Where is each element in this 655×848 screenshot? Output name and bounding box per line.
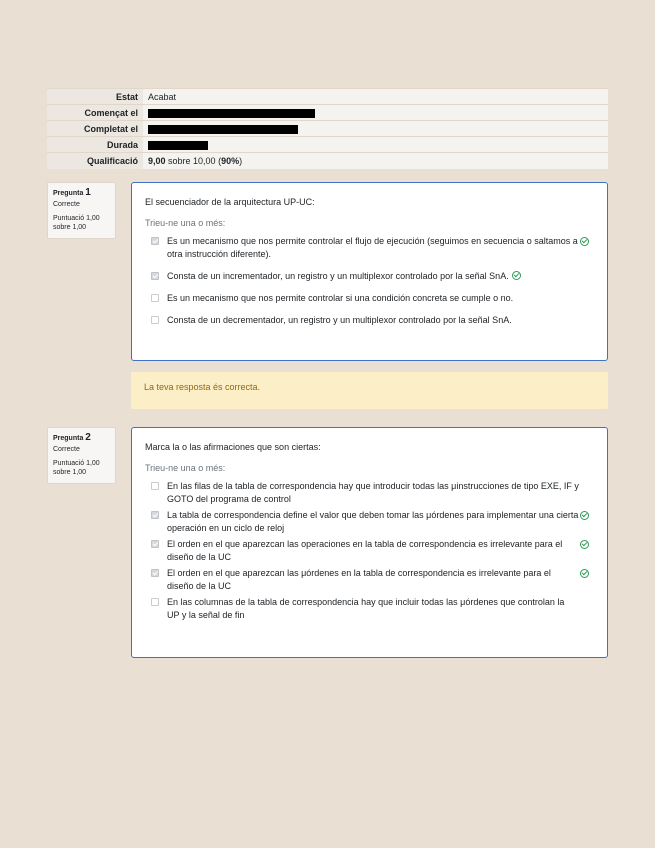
question-info-2 bbox=[47, 427, 116, 484]
answer-option[interactable] bbox=[145, 538, 593, 564]
question-text: Marca la o las afirmaciones que son ciertas: bbox=[145, 442, 321, 452]
redacted-value bbox=[148, 109, 315, 118]
redacted-value bbox=[148, 141, 208, 150]
check-circle-icon bbox=[580, 569, 589, 578]
answer-text: En las filas de la tabla de correspondencia hay que introducir todas las μinstrucciones de tipo EXE, IF y GOTO del programa de control bbox=[167, 481, 579, 504]
attempt-summary-table bbox=[47, 88, 608, 169]
grade-close: ) bbox=[239, 155, 243, 166]
checkbox-icon[interactable] bbox=[151, 482, 159, 490]
checkbox-icon[interactable] bbox=[151, 294, 159, 302]
answer-text: El orden en el que aparezcan las operaciones en la tabla de correspondencia es irrelevante para el diseño de la UC bbox=[167, 539, 563, 562]
check-circle-icon bbox=[580, 511, 589, 520]
summary-value bbox=[143, 121, 608, 137]
summary-row-grade bbox=[47, 153, 608, 169]
checkbox-checked-icon[interactable] bbox=[151, 569, 159, 577]
checkbox-checked-icon[interactable] bbox=[151, 272, 159, 280]
answer-prompt: Trieu-ne una o més: bbox=[145, 463, 226, 473]
summary-row-state bbox=[47, 89, 608, 105]
answer-option[interactable] bbox=[145, 235, 593, 261]
question-state: Correcte bbox=[53, 201, 80, 208]
question-number bbox=[53, 433, 110, 443]
question-prefix: Pregunta bbox=[53, 435, 84, 442]
summary-label: Començat el bbox=[47, 105, 143, 121]
answer-text: El orden en el que aparezcan las μórdenes en la tabla de correspondencia es irrelevante para el diseño de la UC bbox=[167, 568, 551, 591]
feedback-text: La teva resposta és correcta. bbox=[144, 382, 261, 392]
summary-row-started bbox=[47, 105, 608, 121]
question-number bbox=[53, 188, 110, 198]
answer-option[interactable] bbox=[145, 270, 593, 283]
question-state: Correcte bbox=[53, 446, 80, 453]
answer-option[interactable] bbox=[145, 567, 593, 593]
summary-value bbox=[143, 153, 608, 169]
grade-score: 9,00 bbox=[148, 155, 166, 166]
answer-text: Es un mecanismo que nos permite controlar si una condición concreta se cumple o no. bbox=[167, 293, 514, 303]
question-grade: Puntuació 1,00 sobre 1,00 bbox=[53, 460, 100, 476]
answer-option[interactable] bbox=[145, 596, 593, 622]
feedback-message bbox=[131, 372, 608, 409]
answer-list bbox=[145, 235, 593, 327]
question-index: 1 bbox=[85, 187, 91, 198]
checkbox-checked-icon[interactable] bbox=[151, 237, 159, 245]
question-grade: Puntuació 1,00 sobre 1,00 bbox=[53, 215, 100, 231]
answer-text: Consta de un decrementador, un registro y un multiplexor controlado por la señal SnA. bbox=[167, 315, 512, 325]
answer-option[interactable] bbox=[145, 314, 593, 327]
summary-label: Qualificació bbox=[47, 153, 143, 169]
question-info-1 bbox=[47, 182, 116, 239]
check-circle-icon bbox=[580, 237, 589, 246]
summary-row-completed bbox=[47, 121, 608, 137]
check-circle-icon bbox=[512, 271, 521, 280]
summary-value bbox=[143, 137, 608, 153]
answer-prompt: Trieu-ne una o més: bbox=[145, 218, 226, 228]
checkbox-checked-icon[interactable] bbox=[151, 511, 159, 519]
question-2-box bbox=[131, 427, 608, 658]
question-text: El secuenciador de la arquitectura UP-UC: bbox=[145, 197, 315, 207]
answer-option[interactable] bbox=[145, 509, 593, 535]
answer-list bbox=[145, 480, 593, 622]
answer-text: Consta de un incrementador, un registro y un multiplexor controlado por la señal SnA. bbox=[167, 271, 509, 281]
answer-option[interactable] bbox=[145, 292, 593, 305]
answer-text: La tabla de correspondencia define el valor que deben tomar las μórdenes para implementar una cierta operación en un ciclo de reloj bbox=[167, 510, 579, 533]
checkbox-icon[interactable] bbox=[151, 598, 159, 606]
summary-label: Estat bbox=[47, 89, 143, 105]
summary-label: Durada bbox=[47, 137, 143, 153]
question-prefix: Pregunta bbox=[53, 190, 84, 197]
grade-max: sobre 10,00 ( bbox=[165, 155, 222, 166]
grade-percent: 90% bbox=[221, 155, 240, 166]
checkbox-checked-icon[interactable] bbox=[151, 540, 159, 548]
question-1-box bbox=[131, 182, 608, 361]
checkbox-icon[interactable] bbox=[151, 316, 159, 324]
summary-label: Completat el bbox=[47, 121, 143, 137]
summary-value bbox=[143, 105, 608, 121]
answer-option[interactable] bbox=[145, 480, 593, 506]
redacted-value bbox=[148, 125, 298, 134]
summary-value: Acabat bbox=[143, 89, 608, 105]
answer-text: En las columnas de la tabla de correspondencia hay que incluir todas las μórdenes que controlan la UP y la señal de fin bbox=[167, 597, 565, 620]
summary-row-duration bbox=[47, 137, 608, 153]
answer-text: Es un mecanismo que nos permite controlar el flujo de ejecución (seguimos en secuencia o saltamos a otra instrucción diferente). bbox=[167, 236, 578, 259]
check-circle-icon bbox=[580, 540, 589, 549]
question-index: 2 bbox=[85, 432, 91, 443]
